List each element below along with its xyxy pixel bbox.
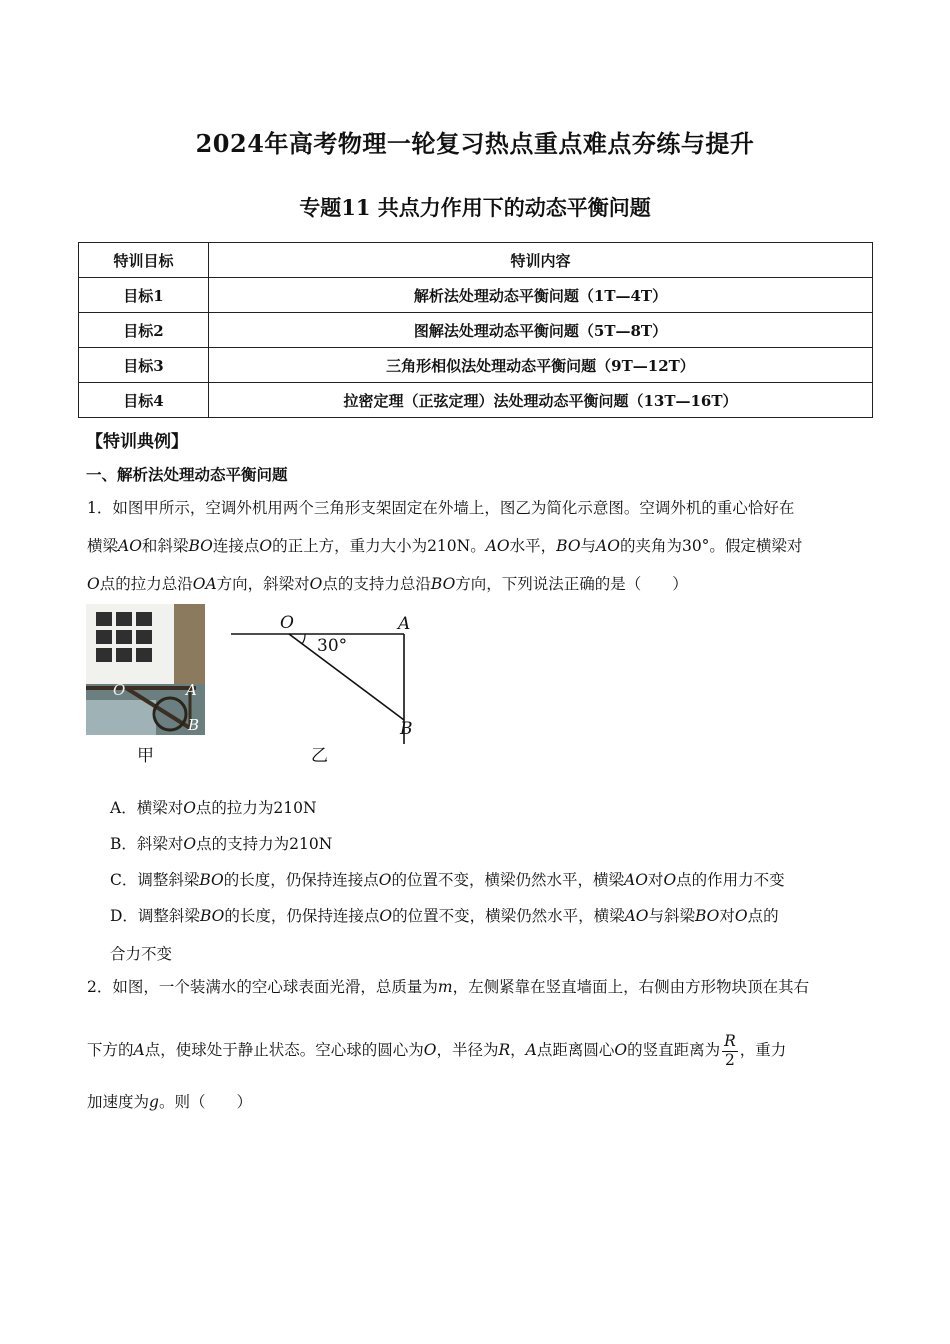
table-row [79,313,873,348]
diagram-label-b: B [400,719,413,739]
section-subheading: 一、解析法处理动态平衡问题 [86,465,288,484]
table-header-goal: 特训目标 [79,243,209,278]
section-heading: 【特训典例】 [86,432,188,452]
photo-label-o: O [113,681,126,699]
table-header-content: 特训内容 [209,243,873,278]
q2-line-2: 下方的A点，使球处于静止状态。空心球的圆心为O，半径为R，A点距离圆心O的竖直距离为 $\frac{R}{2}$ ，重力 [87,1032,787,1069]
q1-option-b[interactable]: B．斜梁对O点的支持力为210N [110,835,333,853]
diagram-angle-label: 30° [317,636,348,656]
q1-option-c[interactable]: C．调整斜梁BO的长度，仍保持连接点O的位置不变，横梁仍然水平，横梁AO对O点的作用力不变 [110,871,785,889]
photo-caption: 甲 [137,746,154,766]
diagram-caption: 乙 [311,746,328,766]
angle-arc [302,634,305,644]
table-cell-content: 拉密定理（正弦定理）法处理动态平衡问题（13T—16T） [209,383,873,418]
table-cell-goal: 目标2 [79,313,209,348]
q2-line-1: 2．如图，一个装满水的空心球表面光滑，总质量为m，左侧紧靠在竖直墙面上，右侧由方形物块顶在其右 [87,978,810,996]
q1-line-2: 横梁AO和斜梁BO连接点O的正上方，重力大小为210N。AO水平，BO与AO的夹角为30°。假定横梁对 [87,537,803,555]
table-cell-content: 图解法处理动态平衡问题（5T—8T） [209,313,873,348]
table-cell-goal: 目标1 [79,278,209,313]
table-row [79,383,873,418]
q1-option-a[interactable]: A．横梁对O点的拉力为210N [110,799,317,817]
page-subtitle: 专题11 共点力作用下的动态平衡问题 [299,195,651,220]
table-cell-goal: 目标3 [79,348,209,383]
force-diagram [225,610,425,750]
table-row [79,348,873,383]
fraction-r-over-2: $\frac{R}{2}$ [724,1032,736,1069]
table-cell-content: 三角形相似法处理动态平衡问题（9T—12T） [209,348,873,383]
table-row [79,278,873,313]
q1-line-1: 1．如图甲所示，空调外机用两个三角形支架固定在外墙上，图乙为简化示意图。空调外机的重心恰好在 [87,499,795,517]
diagram-label-o: O [280,613,294,633]
table-header-row [79,243,873,278]
q1-option-d-line-2: 合力不变 [110,945,173,963]
photo-label-b: B [188,716,200,734]
q1-option-d[interactable]: D．调整斜梁BO的长度，仍保持连接点O的位置不变，横梁仍然水平，横梁AO与斜梁BO对O点的 [110,907,779,925]
table-cell-goal: 目标4 [79,383,209,418]
q1-line-3: O点的拉力总沿OA方向，斜梁对O点的支持力总沿BO方向，下列说法正确的是（ ） [87,575,688,593]
page-title: 2024年高考物理一轮复习热点重点难点夯练与提升 [195,129,755,158]
photo-label-a: A [186,681,197,699]
q2-line-3: 加速度为g。则（ ） [87,1093,252,1111]
table-cell-content: 解析法处理动态平衡问题（1T—4T） [209,278,873,313]
diagram-label-a: A [398,614,411,634]
goal-table [78,242,873,418]
